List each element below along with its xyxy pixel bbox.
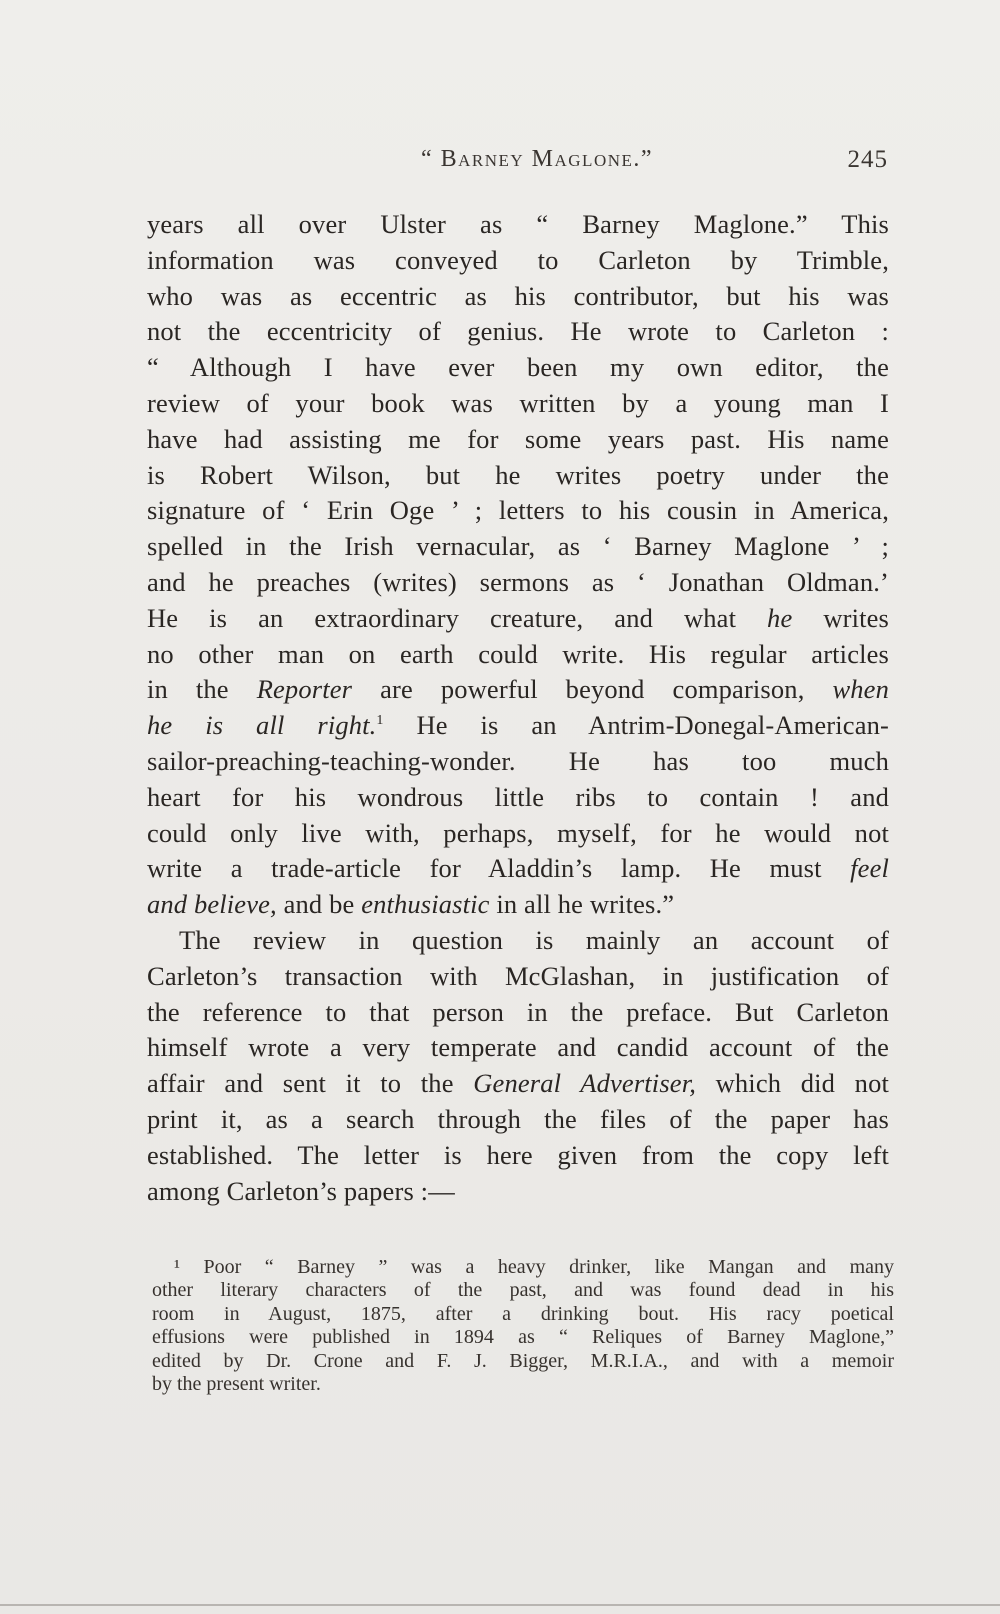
- text-line: have had assisting me for some years past. His name: [147, 423, 889, 454]
- text-line: [147, 601, 889, 637]
- italic-run: enthusiastic: [361, 889, 490, 920]
- footnote-line: effusions were published in 1894 as “ Reliques of Barney Maglone,”: [152, 1326, 894, 1349]
- text-line: no other man on earth could write. His regular articles: [147, 638, 889, 669]
- italic-run: General Advertiser,: [473, 1068, 696, 1099]
- italic-run: he is all right.: [147, 710, 377, 741]
- footnote: [152, 1256, 894, 1396]
- page-edge-rule: [0, 1604, 1000, 1606]
- paragraph-start-line: The review in question is mainly an account of: [179, 924, 889, 955]
- text-line: is Robert Wilson, but he writes poetry under the: [147, 459, 889, 490]
- footnote-line: other literary characters of the past, and was found dead in his: [152, 1279, 894, 1302]
- footnote-line: room in August, 1875, after a drinking bout. His racy poetical: [152, 1302, 894, 1325]
- text-line: sailor-preaching-teaching-wonder. He has too much: [147, 745, 889, 776]
- text-line: [147, 887, 889, 923]
- text-run: in the: [147, 674, 257, 705]
- page-header: [146, 146, 888, 186]
- text-line: “ Although I have ever been my own editor, the: [147, 352, 889, 383]
- text-line: information was conveyed to Carleton by Trimble,: [147, 244, 889, 275]
- italic-run: he: [767, 602, 793, 633]
- text-run: writes: [792, 602, 889, 633]
- text-line: spelled in the Irish vernacular, as ‘ Barney Maglone ’ ;: [147, 531, 889, 562]
- text-line: could only live with, perhaps, myself, for he would not: [147, 817, 889, 848]
- text-line: signature of ‘ Erin Oge ’ ; letters to his cousin in America,: [147, 495, 889, 526]
- text-line: review of your book was written by a young man I: [147, 387, 889, 418]
- text-run: affair and sent it to the: [147, 1068, 474, 1099]
- footnote-marker: 1: [376, 713, 384, 729]
- text-run: which did not: [696, 1068, 889, 1099]
- text-line: and he preaches (writes) sermons as ‘ Jonathan Oldman.’: [147, 566, 889, 597]
- text-line: heart for his wondrous little ribs to contain ! and: [147, 781, 889, 812]
- text-line: the reference to that person in the preface. But Carleton: [147, 996, 889, 1027]
- text-line: [147, 851, 889, 887]
- text-line: [147, 1066, 889, 1102]
- italic-run: and believe,: [147, 889, 277, 920]
- text-run: He is an Antrim-Donegal-American-: [383, 710, 889, 741]
- text-line: himself wrote a very temperate and candid account of the: [147, 1032, 889, 1063]
- footnote-line: edited by Dr. Crone and F. J. Bigger, M.R.I.A., and with a memoir: [152, 1349, 894, 1372]
- italic-run: Reporter: [256, 674, 353, 705]
- italic-run: when: [832, 674, 889, 705]
- running-title: “ Barney Maglone.”: [420, 146, 654, 172]
- text-run: in all he writes.”: [489, 889, 675, 920]
- page-number: 245: [847, 146, 888, 173]
- text-line: established. The letter is here given from the copy left: [147, 1139, 889, 1170]
- text-run: are powerful beyond comparison,: [352, 674, 833, 705]
- footnote-line: ¹ Poor “ Barney ” was a heavy drinker, like Mangan and many: [174, 1256, 894, 1278]
- text-line: not the eccentricity of genius. He wrote to Carleton :: [147, 316, 889, 347]
- text-line: print it, as a search through the files of the paper has: [147, 1103, 889, 1134]
- text-line: years all over Ulster as “ Barney Maglone.” This: [147, 209, 889, 239]
- body-text: [147, 207, 889, 1209]
- text-line: [147, 708, 889, 744]
- text-line: among Carleton’s papers :—: [147, 1175, 455, 1206]
- footnote-line: by the present writer.: [152, 1372, 321, 1395]
- text-line: Carleton’s transaction with McGlashan, in justification of: [147, 960, 889, 991]
- text-line: [147, 672, 889, 708]
- text-line: who was as eccentric as his contributor, but his was: [147, 280, 889, 311]
- italic-run: feel: [850, 853, 889, 884]
- text-run: write a trade-article for Aladdin’s lamp. He must: [147, 853, 851, 884]
- text-run: He is an extraordinary creature, and what: [147, 602, 768, 633]
- text-run: and be: [276, 889, 362, 920]
